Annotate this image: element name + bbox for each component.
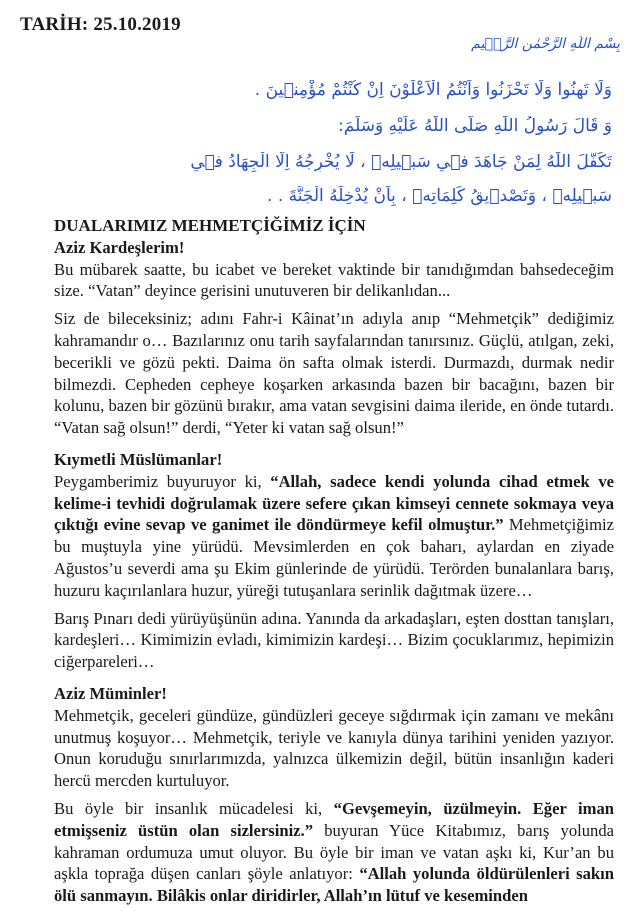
- document-date: TARİH: 25.10.2019: [20, 14, 181, 35]
- sermon-body: [54, 215, 614, 913]
- verse-quote: “Allah yolunda öldürülenleri sakın ölü sanmayın. Bilâkis onlar diridirler, Allah’ın lütuf ve keseminden: [54, 864, 614, 906]
- quran-verse-line-1: وَلَا تَهِنُوا وَلَا تَحْزَنُوا وَاَنْتُمُ الْاَعْلَوْنَ اِنْ كُنْتُمْ مُؤْمِن۪ينَ .: [254, 80, 612, 100]
- paragraph: Mehmetçik, geceleri gündüze, gündüzleri geceye sığdırmak için zamanı ve mekânı unutmuş koşuyor… Mehmetçik, teriyle ve kanıyla dünya tarihini yeniden yazıyor. Onun koruduğu sınırlarımızda, yalnızca ülkemizin değil, bütün insanlığın kaderi hercü mercden kurtuluyor.: [54, 705, 614, 791]
- paragraph: Siz de bileceksiniz; adını Fahr-i Kâinat’ın adıyla anıp “Mehmetçik” dediğimiz kahramandır o… Bazılarınız onu tarih sayfalarından tanırsınız. Güçlü, atılgan, zeki, becerikli ve gözü pekti. Daima ön safta olmak isterdi. Durmazdı, durmak nedir bilmezdi. Cepheden cepheye koşarken arkasında bazen bir bacağını, bazen bir kolunu, bazen bir gözünü bırakır, ama vatan sevgisini daima ileride, en önde tutardı. “Vatan sağ olsun!” derdi, “Yeter ki vatan sağ olsun!”: [54, 309, 614, 438]
- section-heading: Aziz Kardeşlerim!: [54, 237, 185, 257]
- verse-quote: “Gevşemeyin, üzülmeyin. Eğer iman etmişseniz üstün olan sizlersiniz.”: [54, 798, 614, 840]
- paragraph: Bu mübarek saatte, bu icabet ve bereket vaktinde bir tanıdığımdan bahsedeceğim size. “Vatan” deyince gerisini unutuveren bir delikanlıdan...: [54, 259, 614, 301]
- basmala-calligraphy: بِسْمِ اللّٰهِ الرَّحْمٰنِ الرَّح۪يمِ: [471, 36, 620, 52]
- hadith-quote: “Allah, sadece kendi yolunda cihad etmek ve kelime-i tevhidi doğrulamak üzere sefere çıkan kimseyi cennete sokmaya veya çıktığı evine sevap ve ganimet ile döndürmeye kefil olmuştur.”: [54, 471, 614, 535]
- paragraph: Barış Pınarı dedi yürüyüşünün adına. Yanında da arkadaşları, eşten dosttan tanışları, kardeşleri… Kimimizin evladı, kimimizin kardeşi… Bizim çocuklarımız, hepimizin ciğerpareleri…: [54, 608, 614, 672]
- sermon-title: DUALARIMIZ MEHMETÇİĞİMİZ İÇİN: [54, 216, 366, 235]
- paragraph: Bu öyle bir insanlık mücadelesi ki, “Gevşemeyin, üzülmeyin. Eğer iman etmişseniz üstün olan sizlersiniz.” buyuran Yüce Kitabımız, barış yolunda kahraman ordumuza umut oluyor. Bu öyle bir iman ve vatan aşkı ki, Kur’an bu aşkla toprağa düşen canları şöyle anlatıyor: “Allah yolunda öldürülenleri sakın ölü sanmayın. Bilâkis onlar diridirler, Allah’ın lütuf ve keseminden: [54, 798, 614, 906]
- section-heading: Kıymetli Müslümanlar!: [54, 449, 223, 469]
- section-heading: Aziz Müminler!: [54, 683, 167, 703]
- hadith-intro-line: وَ قَالَ رَسُولُ اللّٰهِ صَلَّى اللّٰهُ عَلَيْهِ وَسَلَّمَ:: [338, 116, 612, 136]
- hadith-line-2: سَب۪يلِه۪ ، وَتَصْد۪يقُ كَلِمَاتِه۪ ، بِاَنْ يُدْخِلَهُ الْجَنَّةَ . .: [267, 186, 612, 206]
- hadith-line-1: تَكَفَّلَ اللّٰهُ لِمَنْ جَاهَدَ ف۪ي سَب۪يلِه۪ ، لَا يُخْرِجُهُ اِلَّا الْجِهَادُ ف۪ي: [190, 152, 612, 172]
- paragraph: Peygamberimiz buyuruyor ki, “Allah, sadece kendi yolunda cihad etmek ve kelime-i tevhidi doğrulamak üzere sefere çıkan kimseyi cennete sokmaya veya çıktığı evine sevap ve ganimet ile döndürmeye kefil olmuştur.” Mehmetçiğimiz bu muştuyla yine yürüdü. Mevsimlerden en çok baharı, aylardan en ziyade Ağustos’u severdi ama şu Ekim günlerinde de yürüdü. Terörden bunalanlara barış, huzuru kaçırılanlara huzur, yüreği tutuşanlara serinlik dağıtmak üzere…: [54, 471, 614, 600]
